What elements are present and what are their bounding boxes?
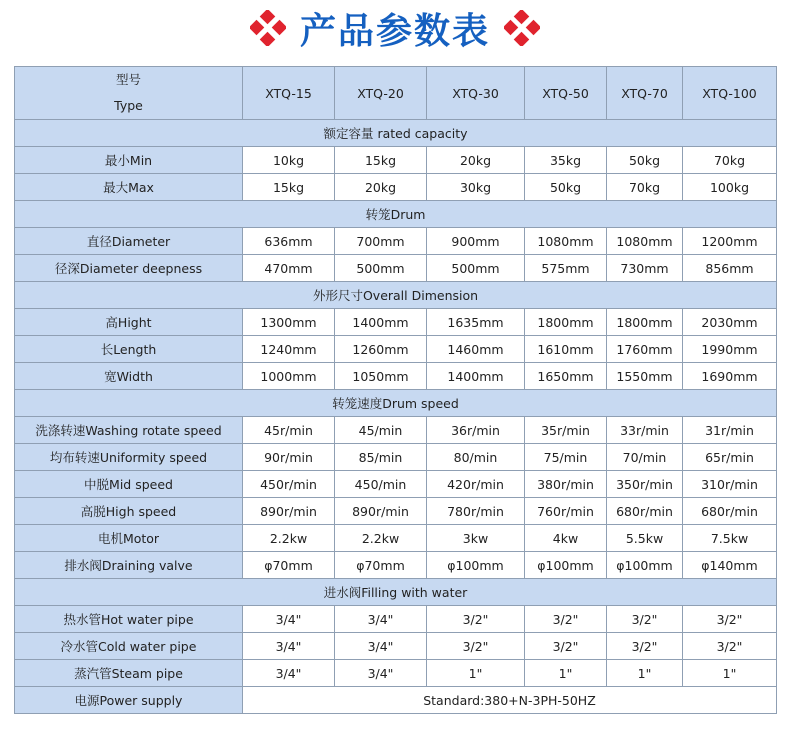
- row-label: 热水管Hot water pipe: [15, 606, 243, 633]
- table-row: [15, 606, 777, 633]
- table-cell: 1": [607, 660, 683, 687]
- table-cell: φ100mm: [427, 552, 525, 579]
- table-cell: 65r/min: [683, 444, 777, 471]
- table-cell: 20kg: [335, 174, 427, 201]
- table-cell: 1080mm: [525, 228, 607, 255]
- table-cell: 1650mm: [525, 363, 607, 390]
- table-cell: 3/2": [427, 606, 525, 633]
- row-label: 排水阀Draining valve: [15, 552, 243, 579]
- table-cell: 380r/min: [525, 471, 607, 498]
- table-cell: 680r/min: [683, 498, 777, 525]
- table-cell: 15kg: [243, 174, 335, 201]
- table-cell: 7.5kw: [683, 525, 777, 552]
- table-cell: 5.5kw: [607, 525, 683, 552]
- table-cell: 1990mm: [683, 336, 777, 363]
- table-cell: 900mm: [427, 228, 525, 255]
- row-label: 径深Diameter deepness: [15, 255, 243, 282]
- model-header: XTQ-70: [607, 67, 683, 120]
- table-cell: 3/2": [525, 633, 607, 660]
- table-cell: 310r/min: [683, 471, 777, 498]
- table-cell: 3/2": [683, 633, 777, 660]
- table-cell: 4kw: [525, 525, 607, 552]
- power-supply-row: [15, 687, 777, 714]
- table-cell: 15kg: [335, 147, 427, 174]
- table-cell: 3/2": [607, 606, 683, 633]
- row-label: 长Length: [15, 336, 243, 363]
- table-cell: 350r/min: [607, 471, 683, 498]
- table-cell: 3/2": [607, 633, 683, 660]
- table-cell: 1300mm: [243, 309, 335, 336]
- table-row: [15, 174, 777, 201]
- table-cell: 1400mm: [427, 363, 525, 390]
- section-title: 转笼速度Drum speed: [15, 390, 777, 417]
- table-row: [15, 525, 777, 552]
- table-cell: 10kg: [243, 147, 335, 174]
- table-cell: 35kg: [525, 147, 607, 174]
- table-cell: 700mm: [335, 228, 427, 255]
- table-row: [15, 255, 777, 282]
- section-title: 进水阀Filling with water: [15, 579, 777, 606]
- table-row: [15, 660, 777, 687]
- table-cell: 3/4": [243, 660, 335, 687]
- table-cell: 2.2kw: [243, 525, 335, 552]
- section-title: 额定容量 rated capacity: [15, 120, 777, 147]
- table-cell: 420r/min: [427, 471, 525, 498]
- table-cell: 3/2": [427, 633, 525, 660]
- table-row: [15, 336, 777, 363]
- table-cell: 100kg: [683, 174, 777, 201]
- table-cell: 1260mm: [335, 336, 427, 363]
- table-cell: 3/4": [335, 660, 427, 687]
- table-cell: 2.2kw: [335, 525, 427, 552]
- table-cell: 890r/min: [335, 498, 427, 525]
- table-cell: 3/2": [683, 606, 777, 633]
- table-cell: 85/min: [335, 444, 427, 471]
- model-header: XTQ-50: [525, 67, 607, 120]
- row-label: 直径Diameter: [15, 228, 243, 255]
- table-cell: 500mm: [335, 255, 427, 282]
- row-label: 宽Width: [15, 363, 243, 390]
- table-row: [15, 363, 777, 390]
- table-cell: 3/4": [243, 633, 335, 660]
- table-cell: 90r/min: [243, 444, 335, 471]
- row-label: 高Hight: [15, 309, 243, 336]
- table-row: [15, 417, 777, 444]
- section-title: 外形尺寸Overall Dimension: [15, 282, 777, 309]
- table-row: [15, 309, 777, 336]
- table-cell: 1240mm: [243, 336, 335, 363]
- page-header: [0, 0, 790, 56]
- spec-table: [14, 66, 777, 714]
- row-label: 电机Motor: [15, 525, 243, 552]
- table-cell: 575mm: [525, 255, 607, 282]
- table-row: [15, 552, 777, 579]
- table-cell: 730mm: [607, 255, 683, 282]
- table-cell: 3/4": [335, 633, 427, 660]
- table-row: [15, 444, 777, 471]
- page-title: 产品参数表: [299, 10, 490, 52]
- table-cell: 70/min: [607, 444, 683, 471]
- table-cell: 1690mm: [683, 363, 777, 390]
- row-label: 中脱Mid speed: [15, 471, 243, 498]
- table-cell: 1000mm: [243, 363, 335, 390]
- table-row: [15, 147, 777, 174]
- table-cell: 1200mm: [683, 228, 777, 255]
- table-cell: 1635mm: [427, 309, 525, 336]
- section-row: [15, 120, 777, 147]
- table-cell: 33r/min: [607, 417, 683, 444]
- row-label: 均布转速Uniformity speed: [15, 444, 243, 471]
- table-cell: 1400mm: [335, 309, 427, 336]
- table-cell: 3/4": [243, 606, 335, 633]
- table-cell: 780r/min: [427, 498, 525, 525]
- table-cell: 31r/min: [683, 417, 777, 444]
- section-row: [15, 201, 777, 228]
- section-row: [15, 579, 777, 606]
- table-row: [15, 498, 777, 525]
- table-cell: 70kg: [683, 147, 777, 174]
- table-cell: 1800mm: [607, 309, 683, 336]
- table-cell: 30kg: [427, 174, 525, 201]
- table-cell: 450/min: [335, 471, 427, 498]
- table-row: [15, 633, 777, 660]
- table-cell: 1": [683, 660, 777, 687]
- table-cell: 20kg: [427, 147, 525, 174]
- model-header: XTQ-15: [243, 67, 335, 120]
- section-row: [15, 282, 777, 309]
- table-cell: φ100mm: [525, 552, 607, 579]
- table-cell: 3/4": [335, 606, 427, 633]
- section-row: [15, 390, 777, 417]
- table-cell: φ70mm: [335, 552, 427, 579]
- power-supply-value: Standard:380+N-3PH-50HZ: [243, 687, 777, 714]
- row-label: 最小Min: [15, 147, 243, 174]
- table-cell: 75/min: [525, 444, 607, 471]
- row-label: 冷水管Cold water pipe: [15, 633, 243, 660]
- table-cell: φ100mm: [607, 552, 683, 579]
- table-cell: 890r/min: [243, 498, 335, 525]
- row-label: 最大Max: [15, 174, 243, 201]
- table-cell: 1550mm: [607, 363, 683, 390]
- table-cell: 3kw: [427, 525, 525, 552]
- table-cell: 50kg: [607, 147, 683, 174]
- table-cell: 1610mm: [525, 336, 607, 363]
- red-diamond-cluster-icon: [250, 10, 286, 46]
- table-row: [15, 471, 777, 498]
- table-cell: 470mm: [243, 255, 335, 282]
- table-cell: 636mm: [243, 228, 335, 255]
- table-cell: 45r/min: [243, 417, 335, 444]
- model-header: XTQ-100: [683, 67, 777, 120]
- table-cell: 70kg: [607, 174, 683, 201]
- table-cell: 500mm: [427, 255, 525, 282]
- table-cell: 2030mm: [683, 309, 777, 336]
- row-label: 电源Power supply: [15, 687, 243, 714]
- type-label-en: Type: [114, 98, 143, 113]
- red-diamond-cluster-icon: [504, 10, 540, 46]
- table-cell: 680r/min: [607, 498, 683, 525]
- row-label: 洗涤转速Washing rotate speed: [15, 417, 243, 444]
- table-cell: 3/2": [525, 606, 607, 633]
- table-cell: 35r/min: [525, 417, 607, 444]
- table-cell: 1": [427, 660, 525, 687]
- table-cell: 760r/min: [525, 498, 607, 525]
- row-label: 高脱High speed: [15, 498, 243, 525]
- table-cell: 80/min: [427, 444, 525, 471]
- type-header-cell: [15, 67, 243, 120]
- table-cell: 856mm: [683, 255, 777, 282]
- table-cell: 1760mm: [607, 336, 683, 363]
- model-header: XTQ-20: [335, 67, 427, 120]
- table-cell: 1": [525, 660, 607, 687]
- table-cell: 450r/min: [243, 471, 335, 498]
- model-header: XTQ-30: [427, 67, 525, 120]
- row-label: 蒸汽管Steam pipe: [15, 660, 243, 687]
- section-title: 转笼Drum: [15, 201, 777, 228]
- table-cell: φ70mm: [243, 552, 335, 579]
- type-header-row: [15, 67, 777, 120]
- table-cell: 1080mm: [607, 228, 683, 255]
- type-label-cn: 型号: [115, 72, 141, 87]
- table-cell: φ140mm: [683, 552, 777, 579]
- table-cell: 1800mm: [525, 309, 607, 336]
- table-cell: 50kg: [525, 174, 607, 201]
- table-cell: 1460mm: [427, 336, 525, 363]
- table-row: [15, 228, 777, 255]
- table-cell: 36r/min: [427, 417, 525, 444]
- table-cell: 1050mm: [335, 363, 427, 390]
- table-cell: 45/min: [335, 417, 427, 444]
